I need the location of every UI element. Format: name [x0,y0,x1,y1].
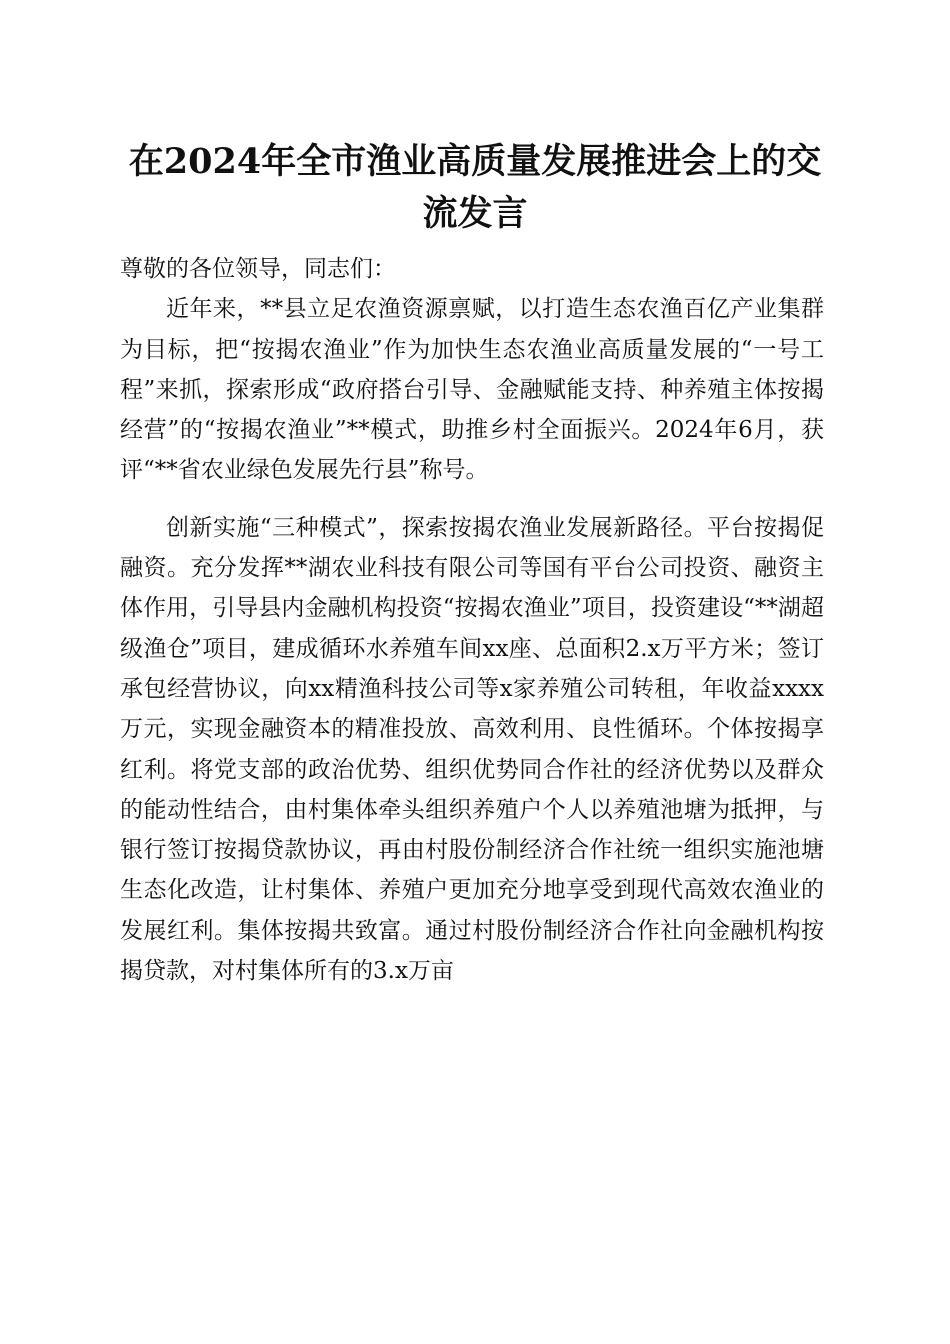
paragraph-three-models: 创新实施“三种模式”，探索按揭农渔业发展新路径。平台按揭促融资。充分发挥**湖农业科技有限公司等国有平台公司投资、融资主体作用，引导县内金融机构投资“按揭农渔业”项目，投资建设“**湖超级渔仓”项目，建成循环水养殖车间xx座、总面积2.x万平方米；签订承包经营协议，向xx精渔科技公司等x家养殖公司转租，年收益xxxx万元，实现金融资本的精准投放、高效利用、良性循环。个体按揭享红利。将党支部的政治优势、组织优势同合作社的经济优势以及群众的能动性结合，由村集体牵头组织养殖户个人以养殖池塘为抵押，与银行签订按揭贷款协议，再由村股份制经济合作社统一组织实施池塘生态化改造，让村集体、养殖户更加充分地享受到现代高效农渔业的发展红利。集体按揭共致富。通过村股份制经济合作社向金融机构按揭贷款，对村集体所有的3.x万亩 [120,514,824,985]
document-title [118,136,832,240]
title-line-1: 在2024年全市渔业高质量发展推进会上的交 [128,141,822,182]
paragraph-intro: 近年来，**县立足农渔资源禀赋，以打造生态农渔百亿产业集群为目标，把“按揭农渔业”作为加快生态农渔业高质量发展的“一号工程”来抓，探索形成“政府搭台引导、金融赋能支持、种养殖主体按揭经营”的“按揭农渔业”**模式，助推乡村全面振兴。2024年6月，获评“**省农业绿色发展先行县”称号。 [120,296,824,484]
title-line-2: 流发言 [422,193,528,234]
salutation: 尊敬的各位领导，同志们： [120,256,396,282]
document-body [120,249,824,991]
